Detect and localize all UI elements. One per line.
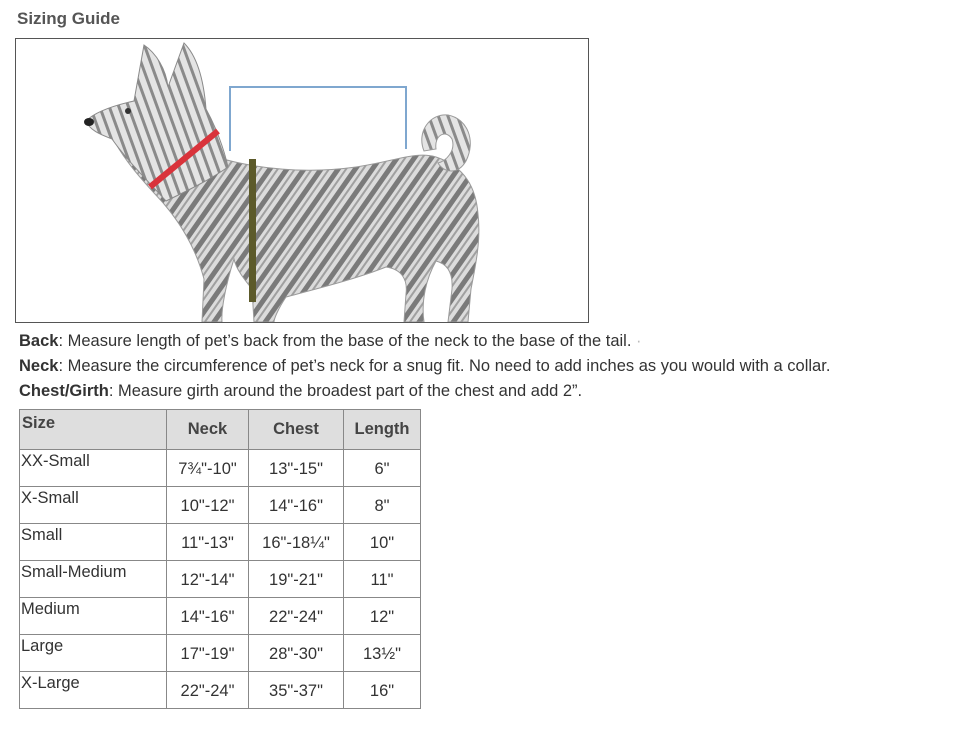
back-trail: · — [631, 332, 642, 350]
table-row — [20, 450, 421, 487]
length-cell: 13½" — [344, 635, 421, 672]
length-cell: 8" — [344, 487, 421, 524]
header-size: Size — [20, 410, 167, 450]
chest-cell: 14"-16" — [249, 487, 344, 524]
neck-cell: 22"-24" — [167, 672, 249, 709]
size-cell: XX-Small — [20, 450, 167, 487]
chest-term: Chest/Girth — [19, 382, 109, 400]
chest-cell: 22"-24" — [249, 598, 344, 635]
back-measure-marker — [230, 87, 406, 151]
back-description — [19, 332, 642, 351]
table-row — [20, 635, 421, 672]
table-row — [20, 561, 421, 598]
header-length: Length — [344, 410, 421, 450]
chest-cell: 13"-15" — [249, 450, 344, 487]
chest-measure-marker — [249, 159, 256, 302]
dog-illustration — [16, 39, 588, 322]
chest-description — [19, 382, 582, 401]
neck-cell: 17"-19" — [167, 635, 249, 672]
header-neck: Neck — [167, 410, 249, 450]
chest-text: : Measure girth around the broadest part of the chest and add 2”. — [108, 382, 583, 400]
neck-cell: 10"-12" — [167, 487, 249, 524]
neck-cell: 7¾"-10" — [167, 450, 249, 487]
neck-cell: 12"-14" — [167, 561, 249, 598]
table-header-row — [20, 410, 421, 450]
chest-cell: 19"-21" — [249, 561, 344, 598]
table-row — [20, 524, 421, 561]
neck-text: : Measure the circumference of pet’s neck for a snug fit. No need to add inches as you would with a collar. — [58, 357, 831, 375]
chest-cell: 16"-18¼" — [249, 524, 344, 561]
size-cell: Small-Medium — [20, 561, 167, 598]
back-text: : Measure length of pet’s back from the base of the neck to the base of the tail. — [58, 332, 632, 350]
neck-term: Neck — [19, 357, 59, 375]
back-term: Back — [19, 332, 59, 350]
length-cell: 11" — [344, 561, 421, 598]
chest-cell: 35"-37" — [249, 672, 344, 709]
size-cell: Large — [20, 635, 167, 672]
size-cell: Small — [20, 524, 167, 561]
dog-measurement-illustration — [15, 38, 589, 323]
dog-head — [86, 43, 228, 201]
table-row — [20, 598, 421, 635]
dog-eye — [125, 108, 131, 114]
length-cell: 10" — [344, 524, 421, 561]
size-cell: X-Large — [20, 672, 167, 709]
neck-cell: 11"-13" — [167, 524, 249, 561]
header-chest: Chest — [249, 410, 344, 450]
chest-cell: 28"-30" — [249, 635, 344, 672]
length-cell: 6" — [344, 450, 421, 487]
size-cell: X-Small — [20, 487, 167, 524]
table-row — [20, 487, 421, 524]
dog-nose — [84, 118, 94, 126]
page-title: Sizing Guide — [17, 9, 120, 28]
neck-cell: 14"-16" — [167, 598, 249, 635]
length-cell: 12" — [344, 598, 421, 635]
length-cell: 16" — [344, 672, 421, 709]
size-cell: Medium — [20, 598, 167, 635]
table-row — [20, 672, 421, 709]
size-table — [19, 409, 421, 709]
neck-description — [19, 357, 830, 376]
